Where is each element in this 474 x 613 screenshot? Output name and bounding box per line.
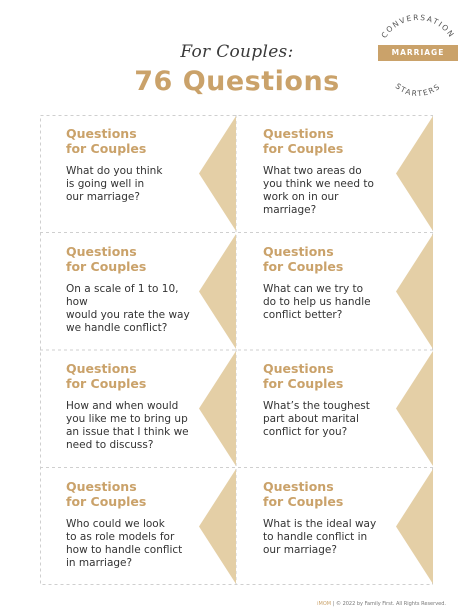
script-subtitle: For Couples: (180, 42, 294, 62)
card-heading: Questions for Couples (66, 243, 147, 274)
footer-brand: iMOM (317, 601, 332, 607)
question-cards-grid (40, 115, 433, 585)
conversation-starters-badge (368, 8, 468, 108)
card-question: What’s the toughest part about marital conflict for you? (263, 400, 370, 438)
card-question: Who could we look to as role models for how to handle conflict in marriage? (66, 517, 183, 569)
badge-bottom-text: STARTERS (393, 81, 443, 99)
question-card (237, 233, 433, 350)
card-heading: Questions for Couples (263, 126, 344, 156)
question-card (40, 115, 236, 232)
question-card (40, 468, 236, 585)
card-tab-shape (395, 468, 433, 585)
card-question: What two areas do you think we need to work on in our marriage? (263, 165, 374, 216)
card-tab-shape (198, 468, 236, 585)
card-question: What do you think is going well in our marriage? (66, 165, 163, 203)
card-question: How and when would you like me to bring up an issue that I think we need to discuss? (66, 400, 189, 451)
footer-text: | © 2022 by Family First. All Rights Reserved. (332, 601, 446, 607)
question-card (237, 468, 433, 585)
question-card (40, 350, 236, 467)
question-card (40, 233, 236, 350)
card-heading: Questions for Couples (66, 361, 147, 391)
badge-top-text: CONVERSATION (379, 12, 457, 40)
card-question: On a scale of 1 to 10, how would you rate the way we handle conflict? (66, 282, 190, 334)
card-question: What can we try to do to help us handle conflict better? (263, 282, 371, 321)
page-title: 76 Questions (134, 66, 340, 97)
badge-banner: MARRIAGE (378, 45, 458, 61)
question-card (237, 350, 433, 467)
card-tab-shape (395, 350, 433, 467)
card-tab-shape (395, 115, 433, 232)
card-heading: Questions for Couples (263, 478, 344, 509)
footer-copyright (317, 601, 446, 607)
card-question: What is the ideal way to handle conflict in our marriage? (263, 517, 377, 556)
card-tab-shape (198, 115, 236, 232)
card-heading: Questions for Couples (263, 361, 344, 391)
card-heading: Questions for Couples (66, 478, 147, 509)
card-tab-shape (198, 350, 236, 467)
card-heading: Questions for Couples (263, 243, 344, 274)
card-tab-shape (395, 233, 433, 350)
card-heading: Questions for Couples (66, 126, 147, 156)
card-tab-shape (198, 233, 236, 350)
question-card (237, 115, 433, 232)
